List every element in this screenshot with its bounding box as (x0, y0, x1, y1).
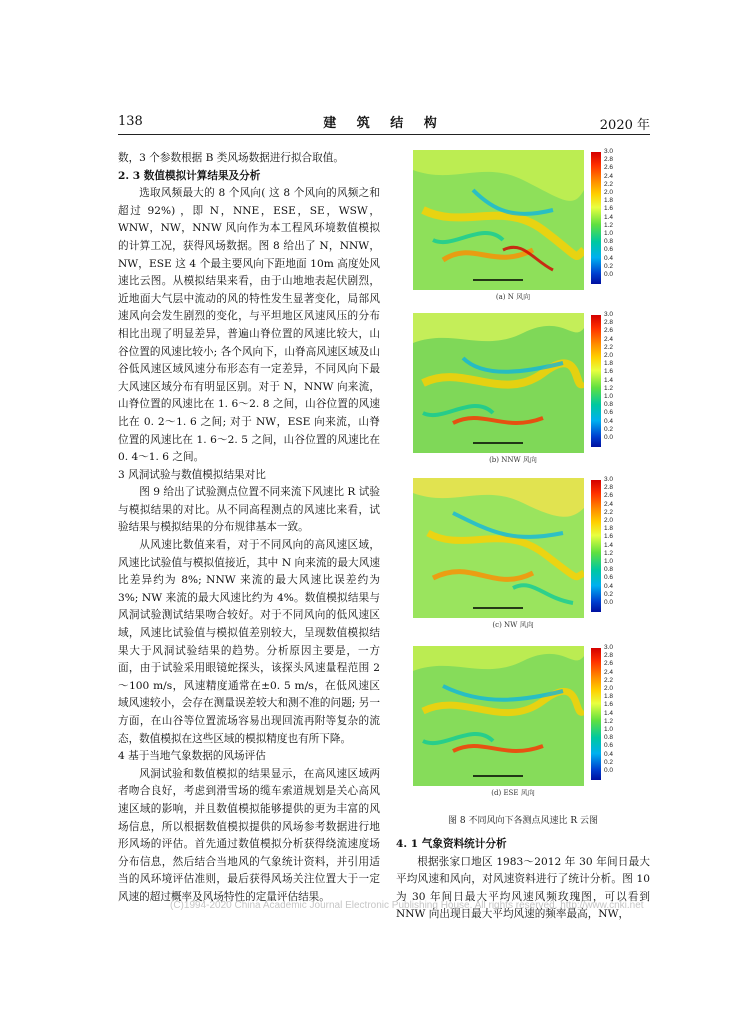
panel-caption-d: (d) ESE 风向 (491, 789, 535, 797)
page-header (118, 112, 650, 135)
paragraph-simulation-results: 选取风频最大的 8 个风向( 这 8 个风向的风频之和超过 92%) ，即 N，NNE，ESE，SE，WSW，WNW，NW，NNW 风向作为本工程风环境数值模拟的计算工况，获得风场数据。图 8 给出了 N，NNW，NW，ESE 这 4 个最主要风向下距地面 10m 高度处风速比云图。从模拟结果来看，由于山地地表起伏剧烈，近地面大气层中流动的风的特性发生显著变化，局部风速风向会发生剧烈的变化，与平坦地区风速风压的分布相比出现了明显差异，普遍山脊位置的风速比较大，山谷位置的风速比较小; 各个风向下，山脊高风速区域及山谷低风速区域风速分布形态有一定差异，不同风向下最大风速区域分布有明显区别。对于 N，NNW 向来流，山脊位置的风速比在 1. 6～2. 8 之间，山谷位置的风速比在 0. 2～1. 6 之间; 对于 NW，ESE 向来流，山脊位置的风速比在 1. 6～2. 5 之间，山谷位置的风速比在 0. 4～1. 6 之间。 (118, 187, 380, 464)
contour-map-d (413, 646, 584, 786)
colorbar (591, 648, 601, 780)
colorbar (591, 315, 601, 447)
colorbar (591, 480, 601, 612)
contour-map-c (413, 478, 584, 618)
paragraph-meteorological: 根据张家口地区 1983～2012 年 30 年间日最大平均风速和风向，对风速资料进行了统计分析。图 10 为 30 年间日最大平均风速风频玫瑰图，可以看到 NNW 向出现日最大平均风速的频率最高，NW， (396, 855, 650, 921)
page-number: 138 (118, 114, 143, 129)
panel-caption-b: (b) NNW 风向 (489, 456, 537, 464)
panel-caption-a: (a) N 风向 (495, 293, 531, 301)
section-heading-3: 3 风洞试验与数值模拟结果对比 (118, 468, 266, 481)
colorbar-ticks: 3.0 2.8 2.6 2.4 2.2 2.0 1.8 1.6 1.4 1.2 1.0 0.8 0.6 0.4 0.2 0.0 (604, 311, 614, 442)
contour-map-a (413, 150, 584, 290)
colorbar-ticks: 3.0 2.8 2.6 2.4 2.2 2.0 1.8 1.6 1.4 1.2 1.0 0.8 0.6 0.4 0.2 0.0 (604, 476, 614, 607)
figure-caption: 图 8 不同风向下各测点风速比 R 云图 (448, 816, 598, 826)
contour-map-b (413, 313, 584, 453)
section-heading-4: 4 基于当地气象数据的风场评估 (118, 750, 266, 763)
issue-year: 2020 年 (599, 118, 650, 133)
colorbar (591, 152, 601, 284)
left-column (118, 150, 380, 907)
journal-title: 建 筑 结 构 (323, 116, 445, 131)
colorbar-ticks: 3.0 2.8 2.6 2.4 2.2 2.0 1.8 1.6 1.4 1.2 1.0 0.8 0.6 0.4 0.2 0.0 (604, 644, 614, 775)
paragraph-continued: 数，3 个参数根据 B 类风场数据进行拟合取值。 (118, 152, 344, 164)
colorbar-ticks: 3.0 2.8 2.6 2.4 2.2 2.0 1.8 1.6 1.4 1.2 1.0 0.8 0.6 0.4 0.2 0.0 (604, 148, 614, 279)
panel-caption-c: (c) NW 风向 (492, 621, 534, 629)
paragraph-assessment: 风洞试验和数值模拟的结果显示，在高风速区域两者吻合良好，考虑到滑雪场的缆车索道规划是关心高风速区域的影响，并且数值模拟能够提供的更为丰富的风场信息，所以根据数值模拟提供的风场参考数据进行地形风场的评估。首先通过数值模拟分析获得绕流速度场分布信息，然后结合当地风的气象统计资料，并引用适当的风环境评估准则，最后获得风场关注位置大于一定风速的超过概率及风场特性的定量评估结果。 (118, 767, 380, 903)
paragraph-wind-speed-ratio: 从风速比数值来看，对于不同风向的高风速区域，风速比试验值与模拟值接近，其中 N 向来流的最大风速比差异约为 8%; NNW 来流的最大风速比误差约为 3%; NW 来流的最大风速比约为 4%。数值模拟结果与风洞试验测试结果吻合较好。对于不同风向的低风速区域，风速比试验值与模拟值差别较大，呈现数值模拟结果大于风洞试验结果的趋势。分析原因主要是，一方面，由于试验采用眼镜蛇探头，该探头风速量程范围 2～100 m/s，风速精度通常在±0. 5 m/s，在低风速区域风速较小，会存在测量误差较大和测不准的问题; 另一方面，在山谷等位置流场容易出现回流再附等复杂的流态，数值模拟在这些区域的模拟精度也有所下降。 (118, 539, 380, 745)
paragraph-comparison: 图 9 给出了试验测点位置不同来流下风速比 R 试验与模拟结果的对比。从不同高程测点的风速比来看，试验结果与模拟结果的分布规律基本一致。 (118, 486, 380, 534)
watermark: (C)1994-2020 China Academic Journal Electronic Publishing House. All rights reserved. http://www.cnki.net (170, 900, 644, 911)
section-heading-2-3: 2. 3 数值模拟计算结果及分析 (118, 169, 261, 182)
section-heading-4-1: 4. 1 气象资料统计分析 (396, 838, 507, 850)
